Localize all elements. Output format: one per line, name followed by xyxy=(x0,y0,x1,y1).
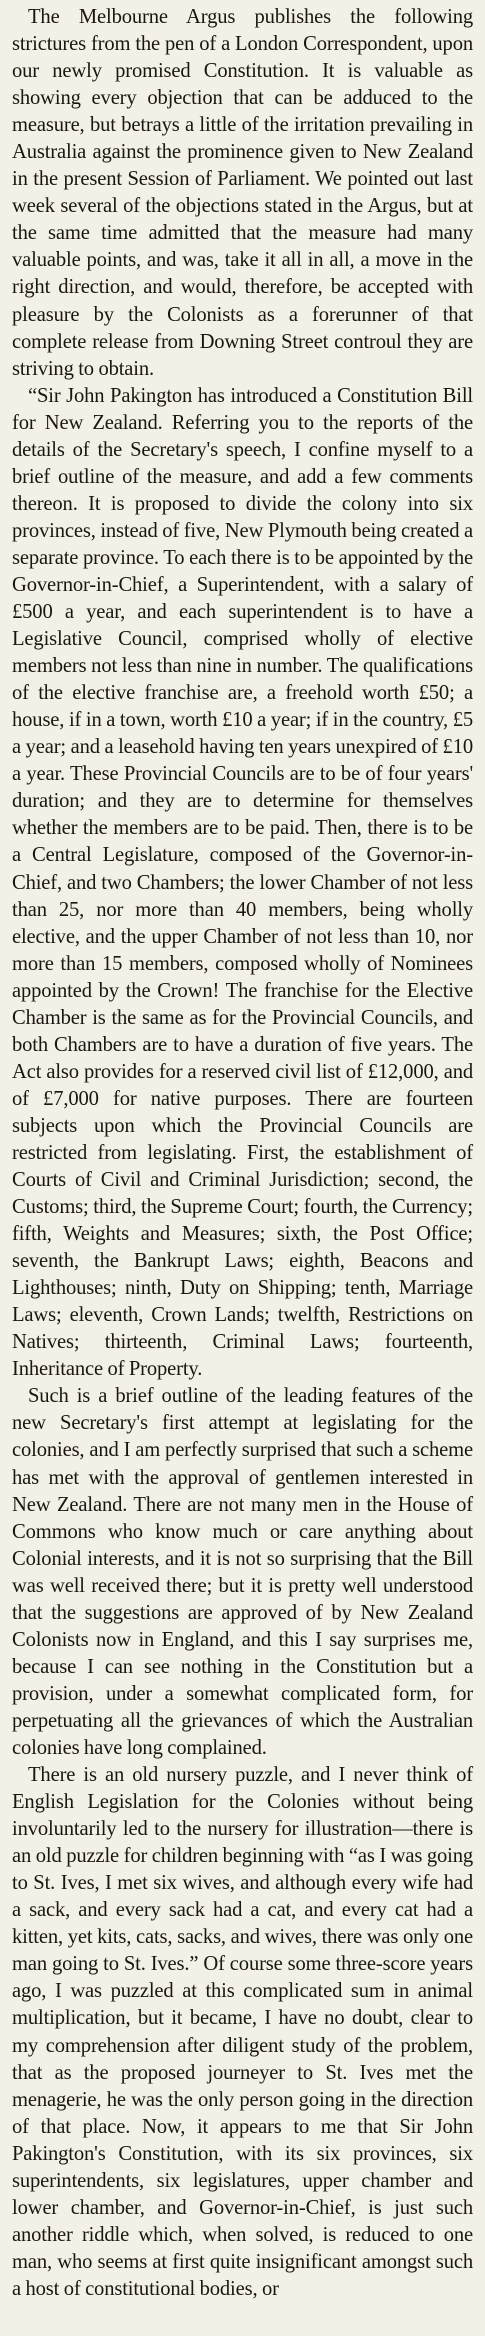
article-paragraph-intro: The Melbourne Argus publishes the following strictures from the pen of a London Correspondent, upon our newly promised Constitution. It is valuable as showing every objection that can be adduced to the measure, but betrays a little of the irritation prevailing in Australia against the prominence given to New Zealand in the present Session of Parliament. We pointed out last week several of the objections stated in the Argus, but at the same time admitted that the measure had many valuable points, and was, take it all in all, a move in the right direction, and would, therefore, be accepted with pleasure by the Colonists as a forerunner of that complete release from Downing Street controul they are striving to obtain. xyxy=(12,6,473,380)
article-paragraph-bill-outline: “Sir John Pakington has introduced a Constitution Bill for New Zealand. Referring you to the reports of the details of the Secretary's speech, I confine myself to a brief outline of the measure, and add a few comments thereon. It is proposed to divide the colony into six provinces, instead of five, New Plymouth being created a separate province. To each there is to be appointed by the Governor-in-Chief, a Superintendent, with a salary of £500 a year, and each superintendent is to have a Legislative Council, comprised wholly of elective members not less than nine in number. The qualifications of the elective franchise are, a freehold worth £50; a house, if in a town, worth £10 a year; if in the country, £5 a year; and a leasehold having ten years unexpired of £10 a year. These Provincial Councils are to be of four years' duration; and they are to determine for themselves whether the members are to be paid. Then, there is to be a Central Legislature, composed of the Governor-in-Chief, and two Chambers; the lower Chamber of not less than 25, nor more than 40 members, being wholly elective, and the upper Chamber of not less than 10, nor more than 15 members, composed wholly of Nominees appointed by the Crown! The franchise for the Elective Chamber is the same as for the Provincial Councils, and both Chambers are to have a duration of five years. The Act also provides for a reserved civil list of £12,000, and of £7,000 for native purposes. There are fourteen subjects upon which the Provincial Councils are restricted from legislating. First, the establishment of Courts of Civil and Criminal Jurisdiction; second, the Customs; third, the Supreme Court; fourth, the Currency; fifth, Weights and Measures; sixth, the Post Office; seventh, the Bankrupt Laws; eighth, Beacons and Lighthouses; ninth, Duty on Shipping; tenth, Marriage Laws; eleventh, Crown Lands; twelfth, Restrictions on Natives; thirteenth, Criminal Laws; fourteenth, Inheritance of Property. xyxy=(12,384,473,1381)
article-paragraph-commentary: Such is a brief outline of the leading features of the new Secretary's first attempt at legislating for the colonies, and I am perfectly surprised that such a scheme has met with the approval of gentlemen interested in New Zealand. There are not many men in the House of Commons who know much or care anything about Colonial interests, and it is not so surprising that the Bill was well received there; but it is pretty well understood that the suggestions are approved of by New Zealand Colonists now in England, and this I say surprises me, because I can see nothing in the Constitution but a provision, under a somewhat complicated form, for perpetuating all the grievances of which the Australian colonies have long complained. xyxy=(12,1385,473,1759)
article-paragraph-nursery-puzzle: There is an old nursery puzzle, and I never think of English Legislation for the Colonies without being involuntarily led to the nursery for illustration—there is an old puzzle for children beginning with “as I was going to St. Ives, I met six wives, and although every wife had a sack, and every sack had a cat, and every cat had a kitten, yet kits, cats, sacks, and wives, there was only one man going to St. Ives.” Of course some three-score years ago, I was puzzled at this complicated sum in animal multiplication, but it became, I have no doubt, clear to my comprehension after diligent study of the problem, that as the proposed journeyer to St. Ives met the menagerie, he was the only person going in the direction of that place. Now, it appears to me that Sir John Pakington's Constitution, with its six provinces, six superintendents, six legislatures, upper chamber and lower chamber, and Governor-in-Chief, is just such another riddle which, when solved, is reduced to one man, who seems at first quite insignificant amongst such a host of constitutional bodies, or xyxy=(12,1764,473,2300)
